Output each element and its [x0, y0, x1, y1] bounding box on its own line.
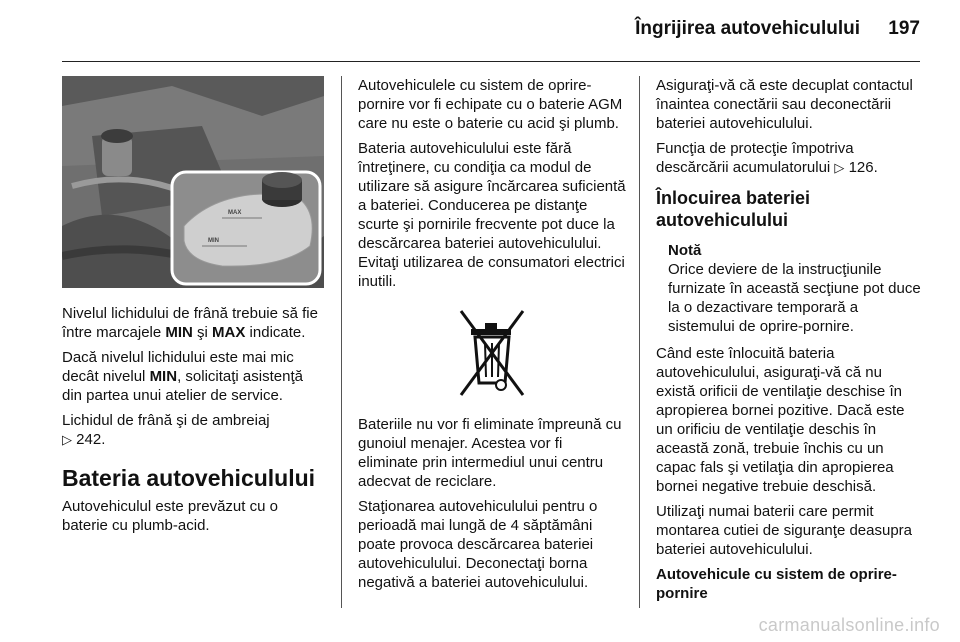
agm-battery-paragraph: Autovehiculele cu sistem de oprire-pornire vor fi echipate cu o baterie AGM care nu este o baterie cu acid şi plumb. [358, 77, 623, 132]
arrow-ref-icon: ▷ [62, 432, 72, 447]
brake-fluid-level-paragraph: Nivelul lichidului de frână trebuie să fie între marcajele MIN şi MAX indicate. [62, 305, 318, 341]
section-heading-battery-replacement: Înlocuirea bateriei autovehiculului [656, 188, 811, 230]
reservoir-max-mark: MAX [228, 210, 242, 216]
column-2 [358, 76, 626, 598]
note-text: Orice deviere de la instrucţiunile furnizate în această secţiune pot duce la o dezactivare temporară a sistemului de oprire-pornire. [668, 261, 921, 335]
brake-fluid-reservoir-photo [62, 76, 324, 288]
note-label: Notă [668, 242, 702, 259]
brake-clutch-fluid-reference: Lichidul de frână şi de ambreiaj ▷ 242. [62, 412, 270, 448]
column-divider [341, 76, 342, 608]
reservoir-min-mark: MIN [208, 238, 219, 244]
watermark: carmanualsonline.info [758, 615, 940, 635]
recycle-icon-wrap [358, 303, 626, 399]
crossed-out-bin-icon [457, 303, 527, 399]
stop-start-vehicles-heading: Autovehicule cu sistem de oprire-pornire [656, 566, 897, 602]
maintenance-free-paragraph: Bateria autovehiculului este fără întreţinere, cu condiţia ca modul de utilizare să asigure încărcarea suficientă a bateriei. Conducerea pe distanţe scurte şi pornirile frecvente pot duce la descărcarea bateriei autovehiculului. Evitaţi utilizarea de consumatori electrici inutili. [358, 140, 626, 290]
section-heading-battery: Bateria autovehiculului [62, 465, 316, 491]
discharge-protection-reference: Funcţia de protecţie împotriva descărcării acumulatorului ▷ 126. [656, 140, 878, 176]
ignition-off-paragraph: Asiguraţi-vă că este decuplat contactul înaintea conectării sau deconectării bateriei autovehiculului. [656, 77, 913, 132]
page-header-title: Îngrijirea autovehiculului [635, 18, 860, 39]
column-1 [62, 76, 326, 541]
battery-intro-paragraph: Autovehiculul este prevăzut cu o baterie cu plumb-acid. [62, 498, 278, 534]
vent-holes-paragraph: Când este înlocuită bateria autovehiculului, asiguraţi-vă că nu există orificii de ventilaţie deschise în apropierea bornei pozitive. Dacă este un orificiu de ventilaţie deschis în această zonă, trebuie închis cu un capac fals şi vetilaţia din apropierea bornei negative trebuie deschisă. [656, 345, 905, 495]
page-number: 197 [888, 18, 920, 39]
column-divider [639, 76, 640, 608]
battery-disposal-paragraph: Bateriile nu vor fi eliminate împreună cu gunoiul menajer. Acestea vor fi eliminate prin intermediul unui centru adecvat de reciclare. [358, 416, 622, 490]
arrow-ref-icon: ▷ [834, 160, 845, 175]
brake-fluid-low-paragraph: Dacă nivelul lichidului este mai mic decât nivelul MIN, solicitaţi asistenţă din partea unui atelier de service. [62, 349, 303, 404]
long-parking-paragraph: Staţionarea autovehiculului pentru o perioadă mai lungă de 4 săptămâni poate provoca descărcarea bateriei autovehiculului. Deconectaţi borna negativă a bateriei autovehiculului. [358, 498, 598, 591]
note-block [668, 241, 922, 336]
column-3 [656, 76, 922, 603]
header-rule [62, 61, 920, 62]
fuse-box-paragraph: Utilizaţi numai baterii care permit montarea cutiei de siguranţe deasupra bateriei autovehiculului. [656, 503, 912, 558]
